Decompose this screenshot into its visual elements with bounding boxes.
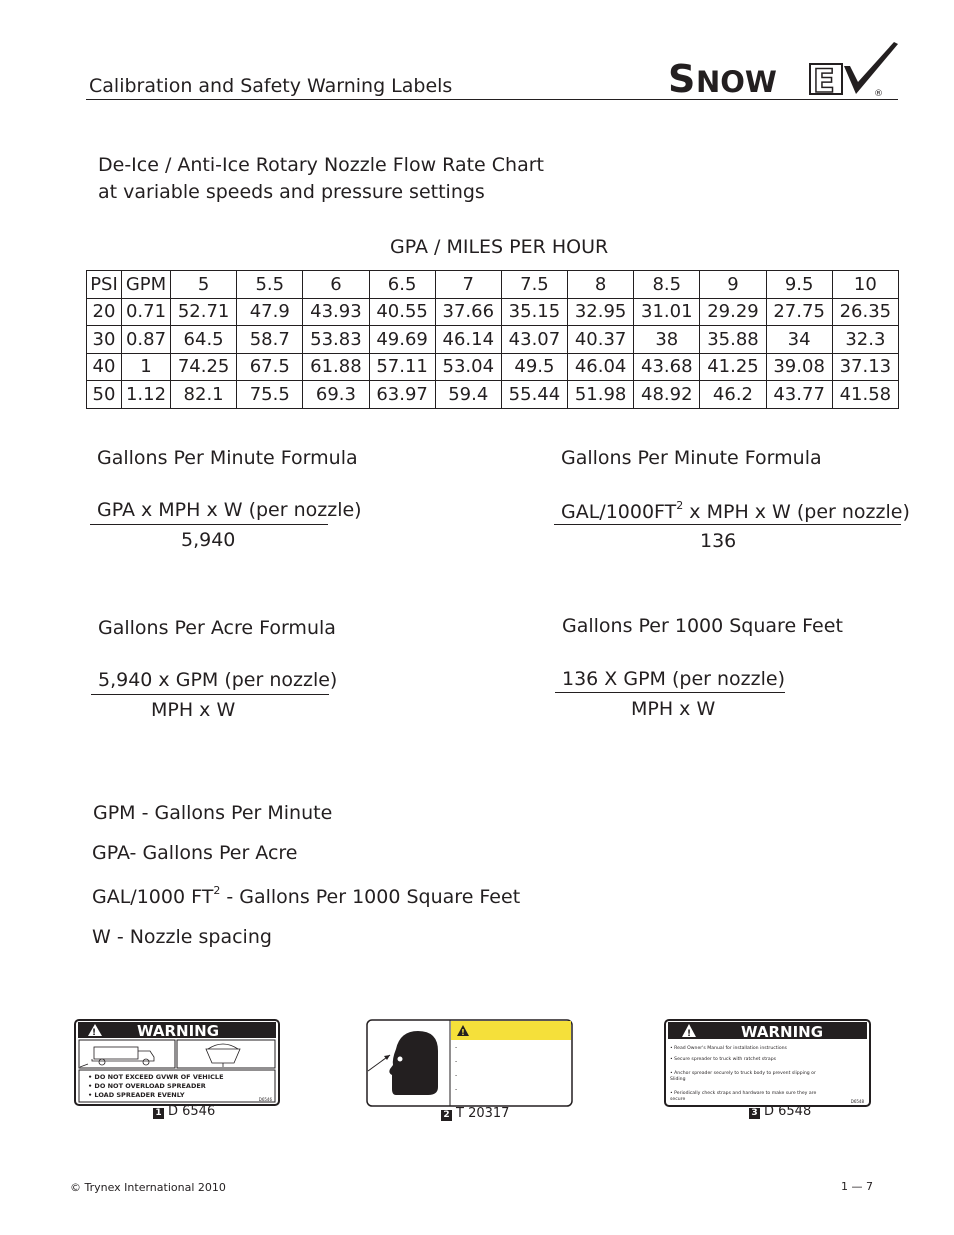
gpa-cell: 69.3: [303, 381, 369, 409]
label2-caption: [441, 1106, 509, 1121]
label3-line-2: • Secure spreader to truck with ratchet straps: [670, 1057, 777, 1062]
logo-text-e: E: [813, 62, 835, 98]
snowex-logo: [668, 42, 900, 98]
gpm-cell: 1.12: [122, 381, 171, 409]
gpa-cell: 47.9: [237, 298, 303, 326]
gpa-cell: 37.66: [435, 298, 501, 326]
gpa-cell: 58.7: [237, 326, 303, 354]
label3-caption: [749, 1104, 811, 1119]
label2-dash-1: -: [455, 1044, 458, 1051]
label3-line-4: Sliding: [670, 1077, 686, 1082]
label1-line-3: • LOAD SPREADER EVENLY: [88, 1091, 185, 1099]
column-header: 5.5: [237, 271, 303, 299]
gpm-formula-alt-denominator: 136: [700, 530, 737, 552]
gpm-formula-alt-numerator-b: x MPH x W (per nozzle): [683, 501, 910, 523]
gpa-cell: 43.77: [766, 381, 832, 409]
label1-part: D6546: [258, 1097, 272, 1102]
gpm-formula-alt-numerator-a: GAL/1000FT: [561, 501, 677, 523]
column-header: 6.5: [369, 271, 435, 299]
label1-code: D 6546: [168, 1104, 216, 1119]
flow-rate-table: [86, 270, 899, 409]
gpa-cell: 41.25: [700, 353, 766, 381]
g1000-formula-fraction-bar: [555, 692, 785, 693]
definition-gal1000: [92, 884, 520, 908]
label2-number: 2: [441, 1110, 452, 1121]
definition-gal1000-a: GAL/1000 FT: [92, 886, 214, 908]
warning-label-t20317: [366, 1019, 573, 1107]
gpa-cell: 41.58: [832, 381, 898, 409]
svg-text:!: !: [91, 1028, 97, 1038]
gpa-formula-denominator: MPH x W: [151, 699, 236, 721]
gpa-cell: 55.44: [501, 381, 567, 409]
gpa-cell: 37.13: [832, 353, 898, 381]
gpa-cell: 49.69: [369, 326, 435, 354]
logo-text-s: S: [668, 57, 696, 98]
gpm-formula-alt-numerator-sup: 2: [676, 499, 684, 512]
label2-code: T 20317: [456, 1106, 510, 1121]
gpa-cell: 61.88: [303, 353, 369, 381]
gpa-cell: 46.14: [435, 326, 501, 354]
column-header: 9: [700, 271, 766, 299]
definition-gpa: GPA- Gallons Per Acre: [92, 842, 298, 864]
gpa-cell: 40.55: [369, 298, 435, 326]
definition-gal1000-sup: 2: [213, 884, 221, 897]
column-header: 5: [171, 271, 237, 299]
footer-page-number: 1 — 7: [841, 1180, 873, 1193]
gpa-cell: 35.15: [501, 298, 567, 326]
gpa-cell: 29.29: [700, 298, 766, 326]
gpm-cell: 0.71: [122, 298, 171, 326]
caution-header-bar: [451, 1021, 571, 1040]
label3-heading: WARNING: [740, 1023, 824, 1041]
psi-cell: 30: [87, 326, 122, 354]
gpa-cell: 63.97: [369, 381, 435, 409]
gpa-formula-numerator: 5,940 x GPM (per nozzle): [98, 669, 338, 691]
gpa-cell: 46.2: [700, 381, 766, 409]
gpa-formula-fraction-bar: [91, 694, 329, 695]
gpm-formula-alt-numerator: [561, 499, 910, 523]
gpm-formula-title: Gallons Per Minute Formula: [97, 447, 358, 469]
column-header: 7.5: [501, 271, 567, 299]
chart-title-line2: at variable speeds and pressure settings: [98, 181, 485, 203]
g1000-formula-denominator: MPH x W: [631, 698, 716, 720]
gpa-formula-title: Gallons Per Acre Formula: [98, 617, 336, 639]
g1000-formula-title: Gallons Per 1000 Square Feet: [562, 615, 843, 637]
psi-cell: 20: [87, 298, 122, 326]
gpa-cell: 52.71: [171, 298, 237, 326]
column-header: 8: [568, 271, 634, 299]
gpa-cell: 48.92: [634, 381, 700, 409]
label1-number: 1: [153, 1108, 164, 1119]
gpm-formula-alt-title: Gallons Per Minute Formula: [561, 447, 822, 469]
gpm-formula-alt-fraction-bar: [554, 524, 901, 525]
gpa-cell: 75.5: [237, 381, 303, 409]
gpm-formula-denominator: 5,940: [181, 529, 236, 551]
label2-dash-2: -: [455, 1058, 458, 1065]
warning-label-d6546: [74, 1019, 280, 1106]
gpa-cell: 32.3: [832, 326, 898, 354]
logo-check-mark: [844, 42, 898, 94]
column-header: 7: [435, 271, 501, 299]
table-group-header: GPA / MILES PER HOUR: [390, 236, 609, 258]
page-header-title: Calibration and Safety Warning Labels: [89, 75, 453, 97]
table-row: [87, 353, 899, 381]
gpa-cell: 40.37: [568, 326, 634, 354]
g1000-formula-numerator: 136 X GPM (per nozzle): [562, 668, 785, 690]
chart-title-line1: De-Ice / Anti-Ice Rotary Nozzle Flow Rate Chart: [98, 154, 544, 176]
gpa-cell: 38: [634, 326, 700, 354]
definition-w: W - Nozzle spacing: [92, 926, 272, 948]
label3-code: D 6548: [764, 1104, 812, 1119]
label3-line-1: • Read Owner's Manual for installation instructions: [670, 1046, 787, 1051]
table-header-row: [87, 271, 899, 299]
label3-part: D6548: [850, 1099, 864, 1104]
table-row: [87, 298, 899, 326]
column-header: 10: [832, 271, 898, 299]
gpa-cell: 46.04: [568, 353, 634, 381]
column-header: 8.5: [634, 271, 700, 299]
gpa-cell: 43.68: [634, 353, 700, 381]
gpa-cell: 34: [766, 326, 832, 354]
gpa-cell: 51.98: [568, 381, 634, 409]
gpa-cell: 39.08: [766, 353, 832, 381]
label2-dash-4: -: [455, 1086, 458, 1093]
definition-gpm: GPM - Gallons Per Minute: [93, 802, 333, 824]
gpa-cell: 26.35: [832, 298, 898, 326]
label1-heading: WARNING: [136, 1022, 220, 1040]
table-row: [87, 381, 899, 409]
gpa-cell: 31.01: [634, 298, 700, 326]
gpa-cell: 32.95: [568, 298, 634, 326]
gpa-cell: 67.5: [237, 353, 303, 381]
table-row: [87, 326, 899, 354]
gpm-formula-fraction-bar: [90, 524, 328, 525]
psi-cell: 40: [87, 353, 122, 381]
gpa-cell: 53.04: [435, 353, 501, 381]
label3-line-5: • Periodically check straps and hardware to make sure they are: [670, 1091, 817, 1096]
gpa-cell: 49.5: [501, 353, 567, 381]
definition-gal1000-b: - Gallons Per 1000 Square Feet: [220, 886, 521, 908]
gpa-cell: 64.5: [171, 326, 237, 354]
svg-text:!: !: [461, 1028, 465, 1037]
gpa-cell: 27.75: [766, 298, 832, 326]
label3-line-6: secure: [670, 1097, 686, 1102]
gpa-cell: 57.11: [369, 353, 435, 381]
gpa-cell: 43.93: [303, 298, 369, 326]
gpm-cell: 1: [122, 353, 171, 381]
chart-title: [98, 152, 544, 206]
header-rule: [86, 99, 898, 100]
gpa-cell: 82.1: [171, 381, 237, 409]
gpm-formula-numerator: GPA x MPH x W (per nozzle): [97, 499, 362, 521]
gpm-cell: 0.87: [122, 326, 171, 354]
label3-line-3: • Anchor spreader securely to truck body to prevent slipping or: [670, 1071, 816, 1076]
column-header: PSI: [87, 271, 122, 299]
logo-registered: ®: [874, 89, 883, 98]
label1-line-2: • DO NOT OVERLOAD SPREADER: [88, 1082, 206, 1090]
column-header: GPM: [122, 271, 171, 299]
label2-dash-3: -: [455, 1072, 458, 1079]
svg-text:!: !: [686, 1029, 692, 1039]
warning-label-d6548: [664, 1019, 871, 1107]
label3-number: 3: [749, 1108, 760, 1119]
gpa-cell: 43.07: [501, 326, 567, 354]
logo-text-now: NOW: [696, 65, 777, 98]
gpa-cell: 59.4: [435, 381, 501, 409]
gpa-cell: 74.25: [171, 353, 237, 381]
label1-caption: [153, 1104, 215, 1119]
column-header: 6: [303, 271, 369, 299]
gpa-cell: 53.83: [303, 326, 369, 354]
label1-line-1: • DO NOT EXCEED GVWR OF VEHICLE: [88, 1073, 224, 1081]
footer-copyright: © Trynex International 2010: [70, 1181, 226, 1194]
column-header: 9.5: [766, 271, 832, 299]
psi-cell: 50: [87, 381, 122, 409]
gpa-cell: 35.88: [700, 326, 766, 354]
